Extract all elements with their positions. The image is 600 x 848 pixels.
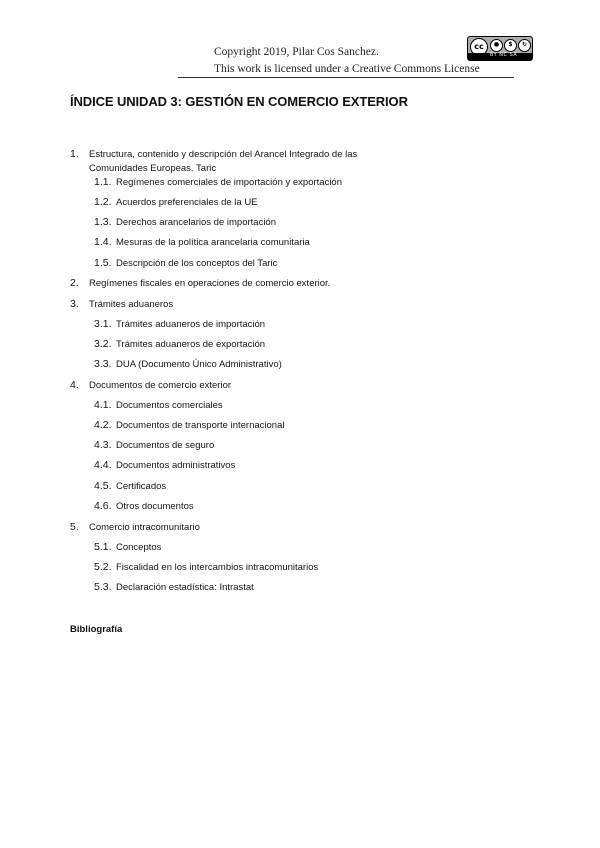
toc-text: Mesuras de la política arancelaria comunitaria [116,237,310,248]
toc-text: Regímenes comerciales de importación y exportación [116,177,342,188]
toc-item-4-1 [94,399,223,411]
toc-item-5-3 [94,581,254,593]
toc-text: Trámites aduaneros [89,299,174,310]
toc-number: 5.2. [94,561,112,573]
toc-item-3 [70,298,173,310]
toc-item-4-3 [94,439,214,451]
bibliography-heading: Bibliografía [70,624,123,635]
toc-number: 4.1. [94,399,112,411]
toc-item-3-3 [94,358,282,370]
toc-item-4-5 [94,480,166,492]
toc-number: 1.2. [94,196,112,208]
toc-item-1-4 [94,236,310,248]
toc-number: 3.2. [94,338,112,350]
by-icon: ● [490,39,503,52]
toc-number: 3.3. [94,358,112,370]
toc-item-5-1 [94,541,161,553]
toc-text: Documentos administrativos [116,460,236,471]
toc-text: Comunidades Europeas. Taric [89,163,217,174]
toc-text: Documentos de seguro [116,440,215,451]
toc-item-4-4 [94,459,235,471]
toc-item-4-2 [94,419,284,431]
toc-item-1-5 [94,257,277,269]
toc-item-2 [70,277,330,289]
toc-number: 4.2. [94,419,112,431]
toc-text: Documentos de comercio exterior [89,380,232,391]
toc-text: Conceptos [116,542,162,553]
license-text: This work is licensed under a Creative Commons License [214,63,480,75]
toc-number: 3.1. [94,318,112,330]
toc-text: Estructura, contenido y descripción del Arancel Integrado de las [89,149,358,160]
toc-number: 1.3. [94,216,112,228]
toc-text: Comercio intracomunitario [89,522,200,533]
toc-text: Trámites aduaneros de importación [116,319,266,330]
toc-number: 5.3. [94,581,112,593]
toc-text: Documentos comerciales [116,400,223,411]
toc-text: Acuerdos preferenciales de la UE [116,197,258,208]
header-rule [178,77,514,78]
toc-item-3-2 [94,338,265,350]
badge-strip [468,53,532,60]
toc-number: 4.6. [94,500,112,512]
cc-icon: cc [470,38,488,56]
toc-number: 1.1. [94,176,112,188]
toc-text: Descripción de los conceptos del Taric [116,258,278,269]
cc-license-badge[interactable] [467,36,533,61]
toc-item-1 [70,148,357,160]
toc-number: 4.5. [94,480,112,492]
toc-number: 1. [70,148,79,160]
toc-number: 3. [70,298,79,310]
toc-number: 4.4. [94,459,112,471]
toc-text: Documentos de transporte internacional [116,420,285,431]
copyright-text: Copyright 2019, Pilar Cos Sanchez. [214,46,379,58]
toc-item-3-1 [94,318,265,330]
toc-text: Trámites aduaneros de exportación [116,339,266,350]
toc-item-5-2 [94,561,318,573]
toc-number: 2. [70,277,79,289]
toc-text: DUA (Documento Único Administrativo) [116,359,282,370]
toc-item-1-cont [89,163,216,174]
toc-number: 1.5. [94,257,112,269]
toc-item-1-3 [94,216,276,228]
toc-text: Regímenes fiscales en operaciones de comercio exterior. [89,278,331,289]
toc-number: 5. [70,521,79,533]
nc-icon: $ [504,39,517,52]
toc-item-5 [70,521,200,533]
toc-item-4 [70,379,231,391]
toc-item-4-6 [94,500,194,512]
sa-icon: ↻ [518,39,531,52]
page-title: ÍNDICE UNIDAD 3: GESTIÓN EN COMERCIO EXTERIOR [70,94,408,109]
toc-text: Certificados [116,481,167,492]
toc-number: 4.3. [94,439,112,451]
toc-text: Declaración estadística: Intrastat [116,582,254,593]
badge-text: BY NC SA [490,52,518,58]
toc-text: Fiscalidad en los intercambios intracomunitarios [116,562,319,573]
toc-item-1-2 [94,196,258,208]
toc-number: 1.4. [94,236,112,248]
toc-item-1-1 [94,176,342,188]
toc-number: 5.1. [94,541,112,553]
toc-text: Otros documentos [116,501,194,512]
toc-number: 4. [70,379,79,391]
toc-text: Derechos arancelarios de importación [116,217,276,228]
